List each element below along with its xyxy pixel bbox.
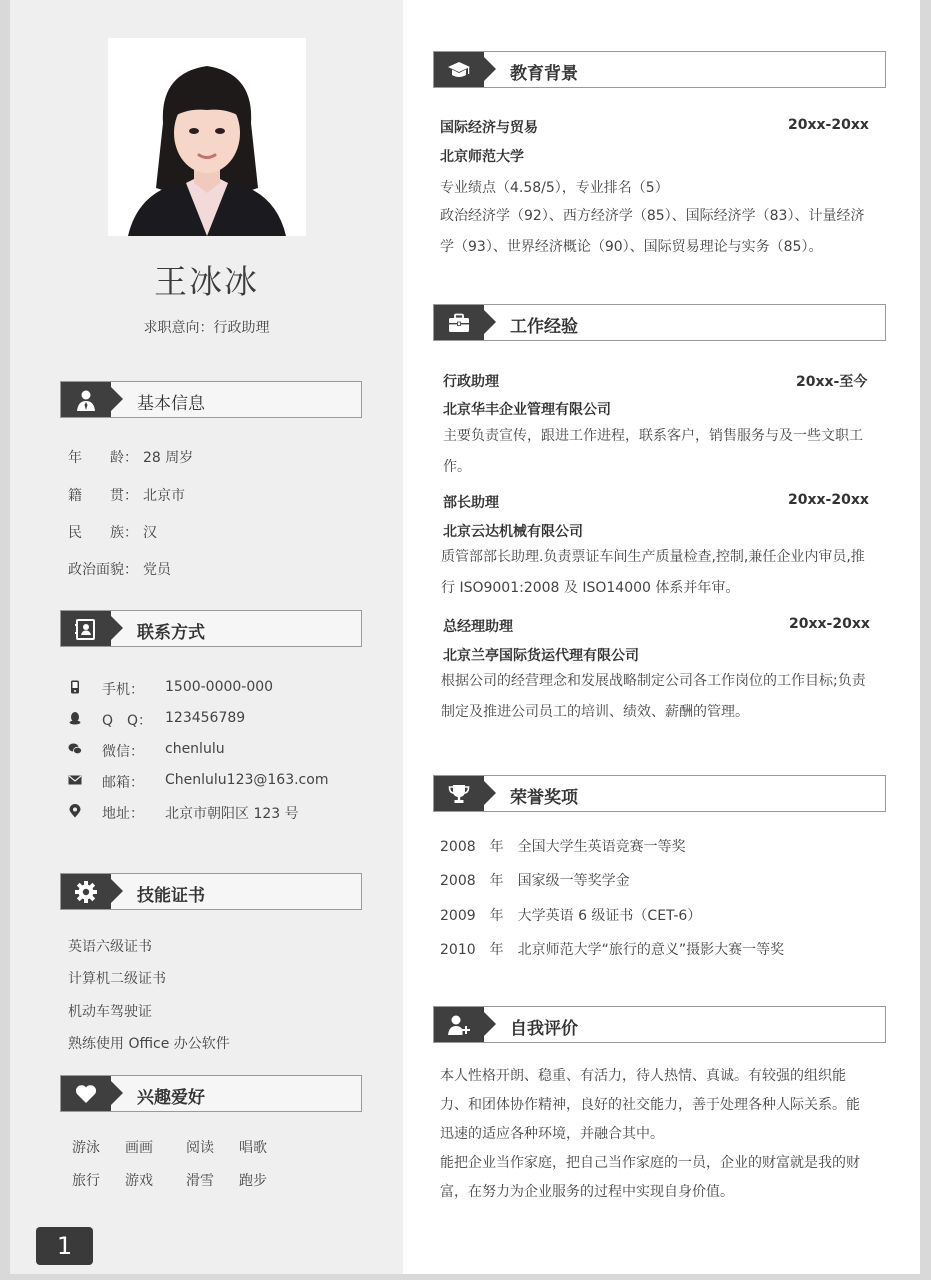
contact-value: 1500-0000-000	[165, 679, 274, 695]
hobby-item: 阅读	[186, 1140, 214, 1156]
section-title: 联系方式	[137, 623, 205, 643]
portrait-image	[108, 38, 306, 236]
section-header-contact	[60, 610, 362, 647]
work-company: 北京华丰企业管理有限公司	[443, 402, 611, 418]
award-item: 2008 年 国家级一等奖学金	[440, 873, 630, 889]
section-header-education	[433, 51, 886, 88]
profile-photo	[108, 38, 306, 236]
hobby-item: 游戏	[125, 1173, 153, 1189]
hobby-item: 画画	[125, 1140, 153, 1156]
hobby-item: 唱歌	[239, 1140, 267, 1156]
info-value: 汉	[143, 525, 157, 541]
info-label: 政治面貌：	[68, 562, 138, 578]
work-company: 北京兰亭国际货运代理有限公司	[443, 648, 639, 664]
contact-label: Q Q：	[102, 713, 153, 729]
info-value: 28 周岁	[143, 450, 194, 466]
section-tab	[434, 776, 484, 811]
hobby-item: 跑步	[239, 1173, 267, 1189]
page-number: 1	[36, 1227, 93, 1265]
section-title: 荣誉奖项	[510, 788, 578, 808]
award-item: 2010 年 北京师范大学“旅行的意义”摄影大赛一等奖	[440, 942, 785, 958]
qq-icon	[68, 711, 82, 725]
contact-list	[10, 670, 403, 822]
graduation-cap-icon	[447, 58, 471, 82]
contact-value: 123456789	[165, 710, 246, 726]
user-plus-icon	[447, 1013, 471, 1037]
info-political	[68, 559, 171, 579]
skill-item: 熟练使用 Office 办公软件	[68, 1036, 230, 1052]
info-value: 党员	[143, 562, 171, 578]
section-tab	[61, 874, 111, 909]
skill-item: 机动车驾驶证	[68, 1004, 152, 1020]
work-date: 20xx-至今	[796, 374, 868, 390]
work-title: 行政助理	[443, 374, 499, 390]
work-company: 北京云达机械有限公司	[443, 524, 583, 540]
hobby-item: 滑雪	[186, 1173, 214, 1189]
work-title: 部长助理	[443, 495, 499, 511]
section-title: 教育背景	[510, 64, 578, 84]
contact-label: 微信：	[102, 744, 144, 760]
edu-major: 国际经济与贸易	[440, 120, 538, 136]
section-tab	[61, 1076, 111, 1111]
skill-item: 英语六级证书	[68, 939, 152, 955]
briefcase-icon	[447, 311, 471, 335]
work-desc: 质管部部长助理.负责票证车间生产质量检查,控制,兼任企业内审员,推行 ISO9001:2008 及 ISO14000 体系并年审。	[441, 549, 865, 596]
contact-value: Chenlulu123@163.com	[165, 772, 329, 788]
info-ethnicity	[68, 522, 157, 542]
person-icon	[74, 388, 98, 412]
contact-label: 邮箱：	[102, 775, 144, 791]
work-title: 总经理助理	[443, 619, 513, 635]
hobby-item: 游泳	[72, 1140, 100, 1156]
heart-icon	[74, 1082, 98, 1106]
info-age	[68, 447, 193, 467]
info-value: 北京市	[143, 488, 185, 504]
edu-gpa: 专业绩点（4.58/5），专业排名（5）	[440, 180, 669, 196]
work-date: 20xx-20xx	[788, 492, 869, 508]
contact-book-icon	[74, 617, 98, 641]
section-tab	[434, 52, 484, 87]
location-icon	[68, 804, 82, 818]
resume-page	[10, 0, 920, 1274]
contact-value: chenlulu	[165, 741, 225, 757]
contact-value: 北京市朝阳区 123 号	[165, 806, 299, 822]
info-label: 民 族：	[68, 525, 138, 541]
info-label: 籍 贯：	[68, 488, 138, 504]
section-header-basic	[60, 381, 362, 418]
work-desc: 根据公司的经营理念和发展战略制定公司各工作岗位的工作目标;负责制定及推进公司员工的培训、绩效、薪酬的管理。	[441, 673, 866, 720]
section-title: 技能证书	[137, 886, 205, 906]
award-item: 2008 年 全国大学生英语竞赛一等奖	[440, 839, 686, 855]
main-content	[403, 0, 920, 1274]
contact-label: 地址：	[102, 806, 144, 822]
sidebar	[10, 0, 403, 1274]
info-hometown	[68, 485, 185, 505]
contact-label: 手机：	[102, 682, 144, 698]
section-title: 兴趣爱好	[137, 1088, 205, 1108]
section-header-work	[433, 304, 886, 341]
info-label: 年 龄：	[68, 450, 138, 466]
hobby-item: 旅行	[72, 1173, 100, 1189]
job-intent: 求职意向：行政助理	[143, 320, 270, 336]
self-eval-paragraph-2: 能把企业当作家庭，把自己当作家庭的一员，企业的财富就是我的财富，在努力为企业服务的过程中实现自身价值。	[440, 1155, 860, 1200]
section-tab	[61, 611, 111, 646]
phone-icon	[68, 680, 82, 694]
section-title: 自我评价	[510, 1019, 578, 1039]
section-title: 工作经验	[510, 317, 578, 337]
trophy-icon	[447, 782, 471, 806]
self-eval-paragraph-1: 本人性格开朗、稳重、有活力，待人热情、真诚。有较强的组织能力、和团体协作精神，良好的社交能力，善于处理各种人际关系。能迅速的适应各种环境，并融合其中。	[440, 1068, 860, 1142]
section-header-awards	[433, 775, 886, 812]
edu-school: 北京师范大学	[440, 149, 524, 165]
edu-courses: 政治经济学（92）、西方经济学（85）、国际经济学（83）、计量经济学（93）、世界经济概论（90）、国际贸易理论与实务（85）。	[440, 208, 865, 255]
work-date: 20xx-20xx	[789, 616, 870, 632]
section-header-hobbies	[60, 1075, 362, 1112]
gear-icon	[74, 880, 98, 904]
section-header-skills	[60, 873, 362, 910]
section-tab	[61, 382, 111, 417]
candidate-name: 王冰冰	[154, 262, 259, 301]
section-tab	[434, 1007, 484, 1042]
section-tab	[434, 305, 484, 340]
edu-date: 20xx-20xx	[788, 117, 869, 133]
section-header-self	[433, 1006, 886, 1043]
work-desc: 主要负责宣传，跟进工作进程，联系客户，销售服务与及一些文职工作。	[443, 428, 863, 475]
award-item: 2009 年 大学英语 6 级证书（CET-6）	[440, 908, 702, 924]
section-title: 基本信息	[137, 394, 205, 414]
skill-item: 计算机二级证书	[68, 971, 166, 987]
mail-icon	[68, 773, 82, 787]
wechat-icon	[68, 742, 82, 756]
